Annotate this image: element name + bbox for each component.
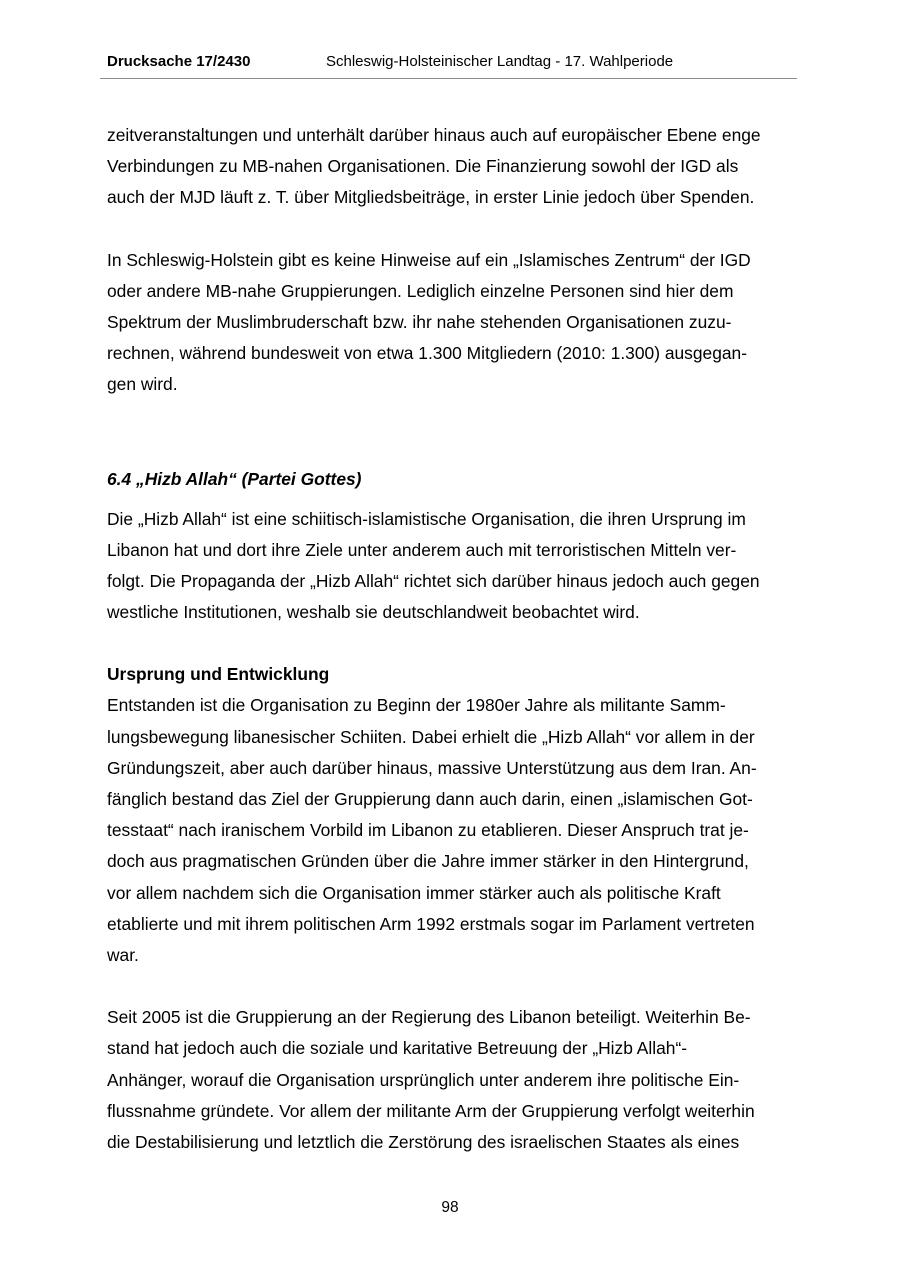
text-line: die Destabilisierung und letztlich die Zerstörung des israelischen Staates als eines (107, 1131, 740, 1152)
text-line: westliche Institutionen, weshalb sie deutschlandweit beobachtet wird. (107, 602, 640, 623)
paragraph-financing (107, 120, 797, 214)
section-spacer (107, 401, 797, 464)
text-line: etablierte und mit ihrem politischen Arm 1992 erstmals sogar im Parlament vertreten (107, 913, 755, 934)
text-line: Seit 2005 ist die Gruppierung an der Regierung des Libanon beteiligt. Weiterhin Be- (107, 1007, 751, 1028)
text-line: Die „Hizb Allah“ ist eine schiitisch-islamistische Organisation, die ihren Ursprung im (107, 508, 746, 529)
page-header (100, 52, 797, 79)
paragraph-spacer (107, 971, 797, 1002)
text-line: zeitveranstaltungen und unterhält darüber hinaus auch auf europäischer Ebene enge (107, 125, 761, 145)
text-line: Verbindungen zu MB-nahen Organisationen. Die Finanzierung sowohl der IGD als (107, 156, 739, 177)
document-number: Drucksache 17/2430 (107, 53, 251, 70)
text-line: vor allem nachdem sich die Organisation immer stärker auch als politische Kraft (107, 882, 721, 903)
document-body (107, 120, 797, 1158)
page-number: 98 (441, 1199, 459, 1216)
subheading: Ursprung und Entwicklung (107, 664, 330, 685)
paragraph-government (107, 1002, 797, 1158)
text-line: doch aus pragmatischen Gründen über die Jahre immer stärker in den Hintergrund, (107, 851, 749, 872)
text-line: fänglich bestand das Ziel der Gruppierung dann auch darin, einen „islamischen Got- (107, 789, 753, 810)
text-line: auch der MJD läuft z. T. über Mitgliedsbeiträge, in erster Linie jedoch über Spenden. (107, 187, 755, 208)
text-line: Libanon hat und dort ihre Ziele unter anderem auch mit terroristischen Mitteln ver- (107, 539, 737, 560)
text-line: Entstanden ist die Organisation zu Beginn der 1980er Jahre als militante Samm- (107, 695, 726, 716)
text-line: lungsbewegung libanesischer Schiiten. Dabei erhielt die „Hizb Allah“ vor allem in der (107, 726, 755, 747)
text-line: Spektrum der Muslimbruderschaft bzw. ihr nahe stehenden Organisationen zuzu- (107, 311, 732, 332)
paragraph-hizb-allah-intro (107, 504, 797, 629)
section-heading: 6.4 „Hizb Allah“ (Partei Gottes) (107, 468, 362, 489)
text-line: oder andere MB-nahe Gruppierungen. Lediglich einzelne Personen sind hier dem (107, 280, 734, 301)
text-line: Gründungszeit, aber auch darüber hinaus, massive Unterstützung aus dem Iran. An- (107, 757, 757, 778)
text-line: tesstaat“ nach iranischem Vorbild im Libanon zu etablieren. Dieser Anspruch trat je- (107, 820, 749, 841)
text-line: gen wird. (107, 374, 178, 395)
text-line: war. (107, 944, 139, 965)
text-line: In Schleswig-Holstein gibt es keine Hinweise auf ein „Islamisches Zentrum“ der IGD (107, 249, 751, 270)
text-line: folgt. Die Propaganda der „Hizb Allah“ richtet sich darüber hinaus jedoch auch gegen (107, 570, 760, 591)
text-line: flussnahme gründete. Vor allem der militante Arm der Gruppierung verfolgt weiterhin (107, 1100, 755, 1121)
text-line: stand hat jedoch auch die soziale und karitative Betreuung der „Hizb Allah“- (107, 1038, 688, 1059)
paragraph-schleswig-holstein (107, 245, 797, 401)
paragraph-origin (107, 690, 797, 971)
paragraph-spacer (107, 214, 797, 245)
parliament-title: Schleswig-Holsteinischer Landtag - 17. Wahlperiode (326, 53, 674, 70)
text-line: Anhänger, worauf die Organisation ursprünglich unter anderem ihre politische Ein- (107, 1069, 740, 1090)
text-line: rechnen, während bundesweit von etwa 1.300 Mitgliedern (2010: 1.300) ausgegan- (107, 343, 748, 364)
paragraph-spacer (107, 628, 797, 659)
